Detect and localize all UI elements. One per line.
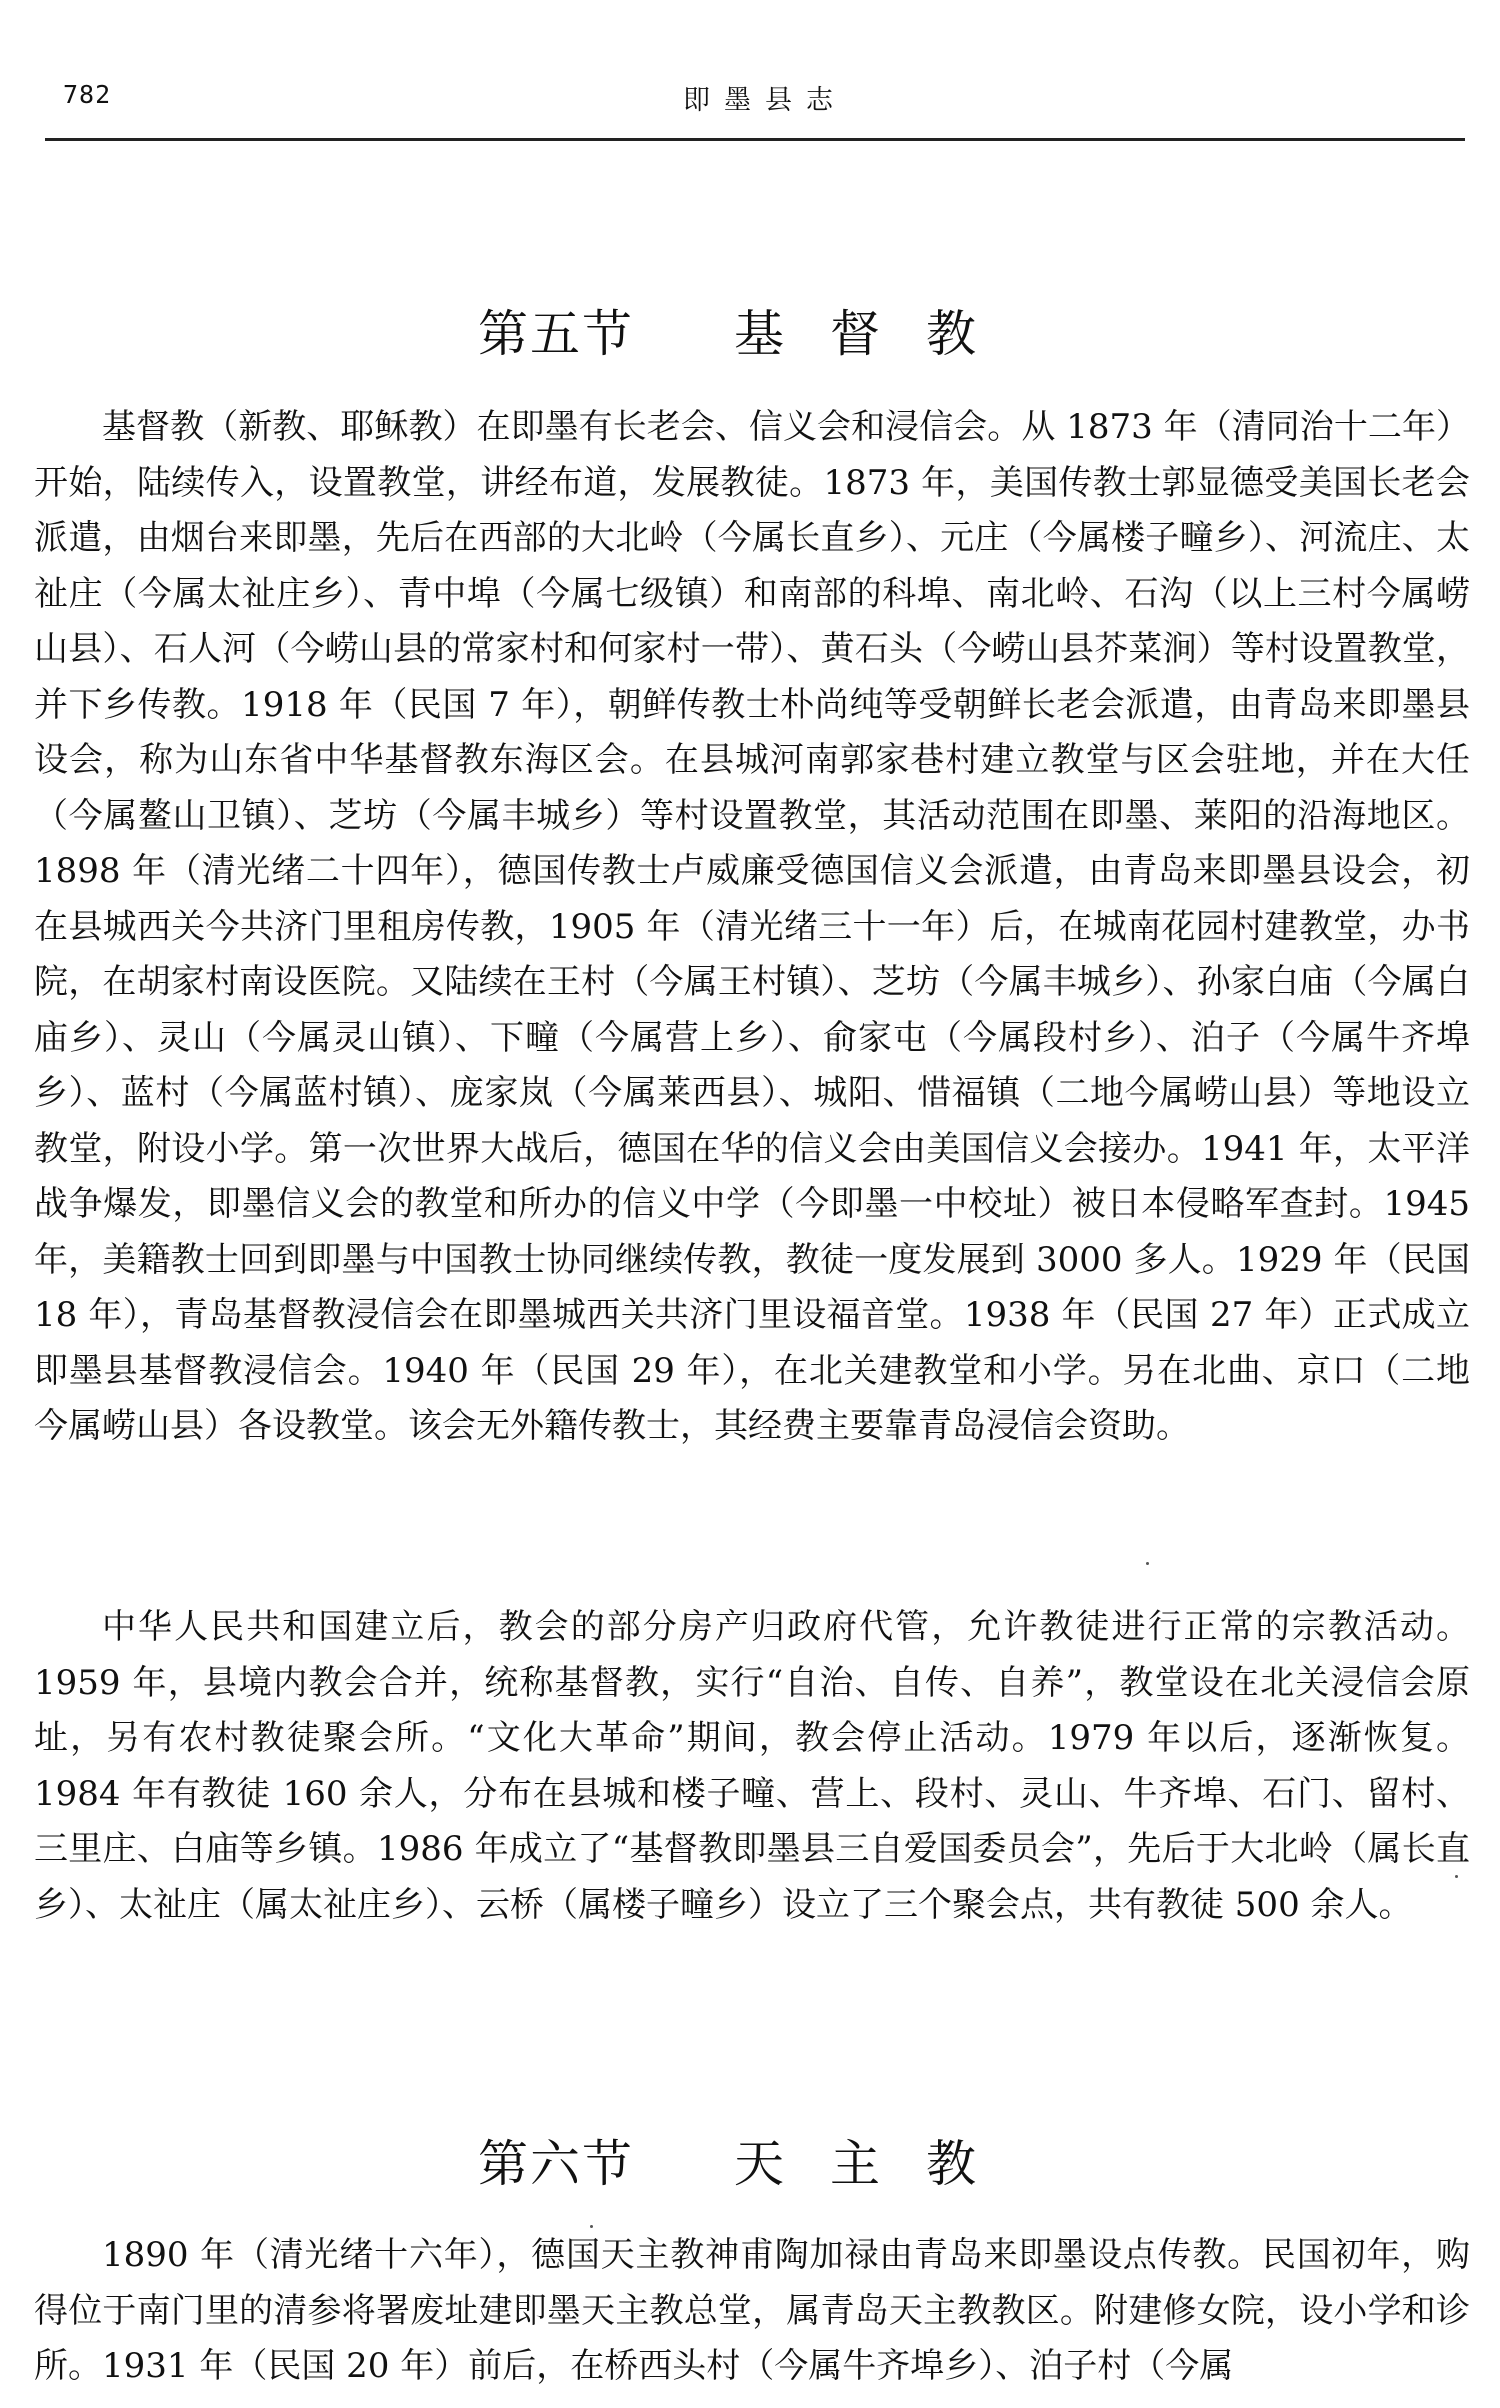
scan-speck	[590, 2225, 593, 2228]
section-number: 第六节	[478, 2134, 634, 2193]
paragraph-christianity-prc: 中华人民共和国建立后，教会的部分房产归政府代管，允许教徒进行正常的宗教活动。1959 年，县境内教会合并，统称基督教，实行“自治、自传、自养”，教堂设在北关浸信会原址，另有农村教徒聚会所。“文化大革命”期间，教会停止活动。1979 年以后，逐渐恢复。1984 年有教徒 160 余人，分布在县城和楼子疃、营上、段村、灵山、牛齐埠、石门、留村、三里庄、白庙等乡镇。1986 年成立了“基督教即墨县三自爱国委员会”，先后于大北岭（属长直乡）、太祉庄（属太祉庄乡）、云桥（属楼子疃乡）设立了三个聚会点，共有教徒 500 余人。	[34, 1607, 1470, 1925]
scan-speck	[1455, 1875, 1458, 1878]
section-number: 第五节	[478, 304, 634, 363]
section-heading-christianity	[0, 294, 1500, 366]
section-title: 天主教	[734, 2134, 1022, 2193]
page-number: 782	[63, 80, 112, 109]
paragraph-catholicism-history: 1890 年（清光绪十六年），德国天主教神甫陶加禄由青岛来即墨设点传教。民国初年，购得位于南门里的清参将署废址建即墨天主教总堂，属青岛天主教教区。附建修女院，设小学和诊所。1931 年（民国 20 年）前后，在桥西头村（今属牛齐埠乡）、泊子村（今属	[34, 2235, 1470, 2386]
section-heading-catholicism	[0, 2124, 1500, 2196]
paragraph-christianity-history: 基督教（新教、耶稣教）在即墨有长老会、信义会和浸信会。从 1873 年（清同治十二年）开始，陆续传入，设置教堂，讲经布道，发展教徒。1873 年，美国传教士郭显德受美国长老会派遣，由烟台来即墨，先后在西部的大北岭（今属长直乡）、元庄（今属楼子疃乡）、河流庄、太祉庄（今属太祉庄乡）、青中埠（今属七级镇）和南部的科埠、南北岭、石沟（以上三村今属崂山县）、石人河（今崂山县的常家村和何家村一带）、黄石头（今崂山县芥菜涧）等村设置教堂，并下乡传教。1918 年（民国 7 年），朝鲜传教士朴尚纯等受朝鲜长老会派遣，由青岛来即墨县设会，称为山东省中华基督教东海区会。在县城河南郭家巷村建立教堂与区会驻地，并在大任（今属鳌山卫镇）、芝坊（今属丰城乡）等村设置教堂，其活动范围在即墨、莱阳的沿海地区。1898 年（清光绪二十四年），德国传教士卢威廉受德国信义会派遣，由青岛来即墨县设会，初在县城西关今共济门里租房传教，1905 年（清光绪三十一年）后，在城南花园村建教堂，办书院，在胡家村南设医院。又陆续在王村（今属王村镇）、芝坊（今属丰城乡）、孙家白庙（今属白庙乡）、灵山（今属灵山镇）、下疃（今属营上乡）、俞家屯（今属段村乡）、泊子（今属牛齐埠乡）、蓝村（今属蓝村镇）、庞家岚（今属莱西县）、城阳、惜福镇（二地今属崂山县）等地设立教堂，附设小学。第一次世界大战后，德国在华的信义会由美国信义会接办。1941 年，太平洋战争爆发，即墨信义会的教堂和所办的信义中学（今即墨一中校址）被日本侵略军查封。1945 年，美籍教士回到即墨与中国教士协同继续传教，教徒一度发展到 3000 多人。1929 年（民国 18 年），青岛基督教浸信会在即墨城西关共济门里设福音堂。1938 年（民国 27 年）正式成立即墨县基督教浸信会。1940 年（民国 29 年），在北关建教堂和小学。另在北曲、京口（二地今属崂山县）各设教堂。该会无外籍传教士，其经费主要靠青岛浸信会资助。	[34, 407, 1470, 1446]
running-header	[45, 78, 1465, 141]
book-title: 即墨县志	[683, 85, 847, 116]
section-title: 基督教	[734, 304, 1022, 363]
scan-speck	[1146, 1562, 1149, 1565]
